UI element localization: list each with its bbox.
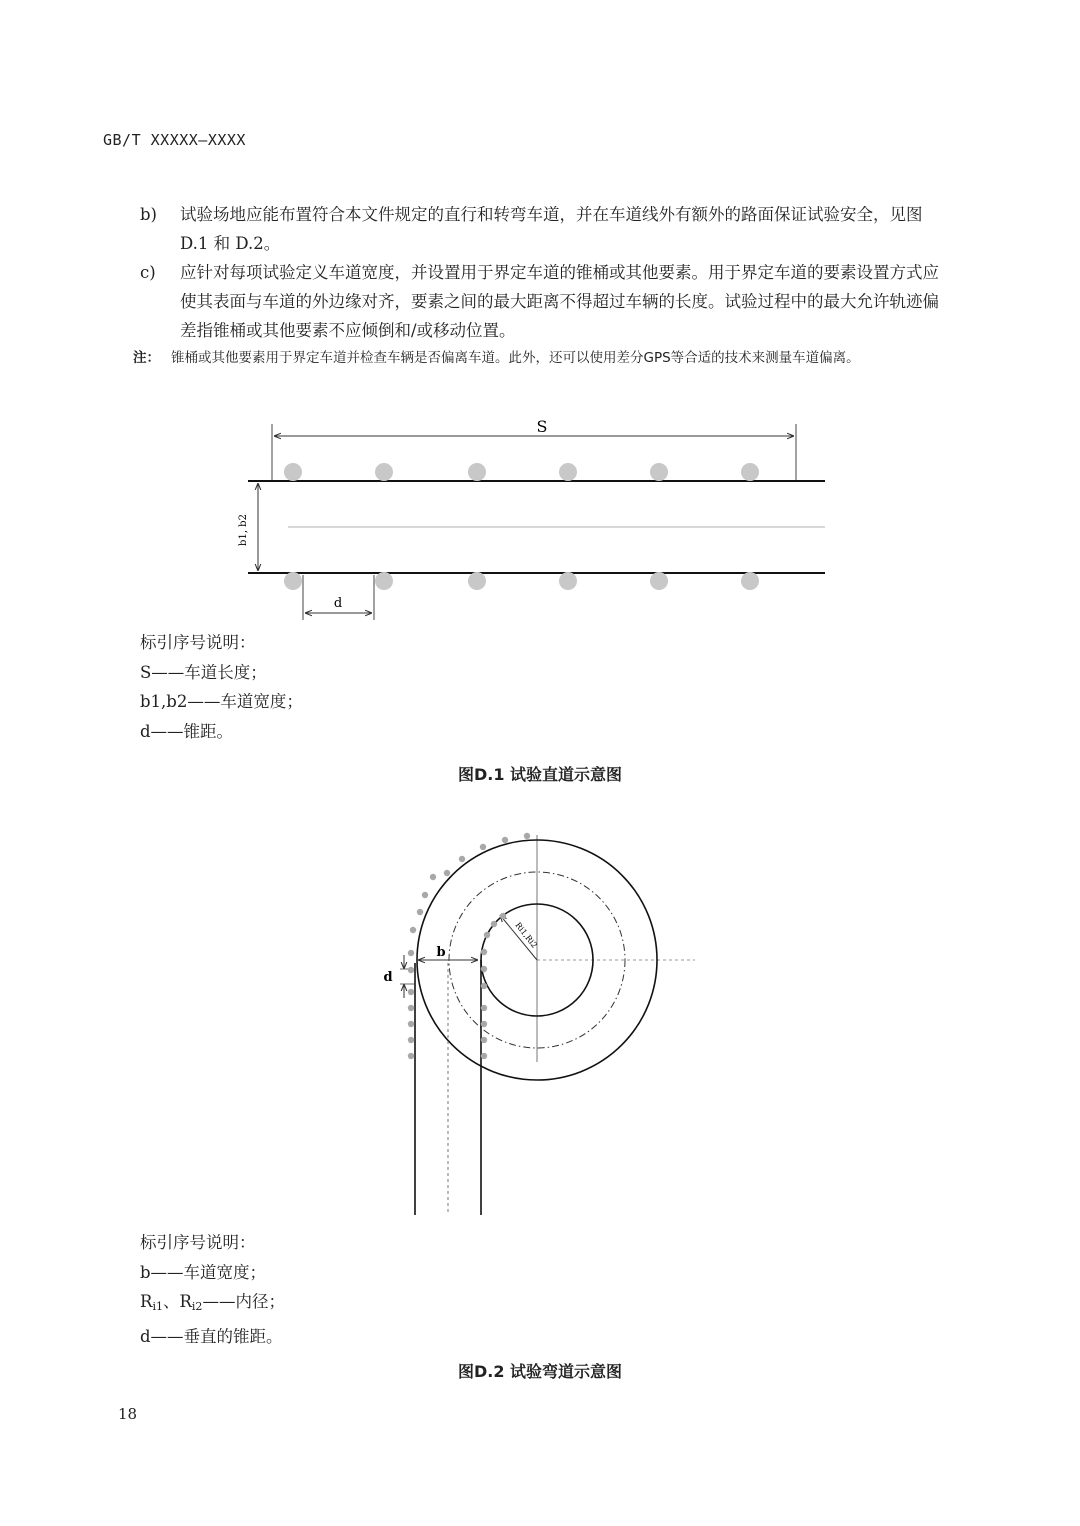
list-item-text: 应针对每项试验定义车道宽度，并设置用于界定车道的锥桶或其他要素。用于界定车道的要素设置方式应使其表面与车道的外边缘对齐，要素之间的最大距离不得超过车辆的长度。试验过程中的最大允许轨迹偏差指锥桶或其他要素不应倾倒和/或移动位置。 xyxy=(180,263,939,340)
cones-bottom xyxy=(284,572,759,590)
spacing-label: d xyxy=(333,596,343,611)
cones-outer xyxy=(408,833,530,1059)
standard-code: GB/T XXXXX—XXXX xyxy=(103,131,246,149)
cone xyxy=(375,572,393,590)
figure1-legend xyxy=(140,628,303,746)
page-number: 18 xyxy=(118,1405,138,1423)
legend-item: S——车道长度； xyxy=(140,662,267,682)
legend-item: $R_{i1}$、$R_{i2}——$内径； xyxy=(140,1292,285,1313)
legend-title: 标引序号说明： xyxy=(140,633,256,652)
legend-title: 标引序号说明： xyxy=(140,1233,256,1252)
list-item-text: 试验场地应能布置符合本文件规定的直行和转弯车道，并在车道线外有额外的路面保证试验安全，见图 D.1 和 D.2。 xyxy=(180,205,923,253)
spacing-label: d xyxy=(383,970,393,985)
cones-inner xyxy=(481,913,506,1059)
figure2-caption: 图D.2 试验弯道示意图 xyxy=(457,1362,623,1381)
cone xyxy=(741,572,759,590)
cone xyxy=(650,572,668,590)
list-item-label: b) xyxy=(140,205,157,224)
legend-item: b——车道宽度； xyxy=(140,1262,267,1282)
figure1-caption: 图D.1 试验直道示意图 xyxy=(457,765,623,784)
cone xyxy=(559,572,577,590)
cone xyxy=(375,463,393,481)
cone xyxy=(284,572,302,590)
cone xyxy=(284,463,302,481)
legend-item: d——垂直的锥距。 xyxy=(140,1326,283,1346)
straight-lane-diagram xyxy=(238,417,825,620)
cone xyxy=(559,463,577,481)
cone xyxy=(741,463,759,481)
cone xyxy=(468,463,486,481)
width-label: b xyxy=(436,945,446,960)
legend-item: d——锥距。 xyxy=(140,721,234,741)
width-label: b1, b2 xyxy=(238,514,249,546)
length-label: S xyxy=(536,417,548,436)
cone xyxy=(650,463,668,481)
radius-label: Ri1,Ri2 xyxy=(513,920,539,950)
cone xyxy=(468,572,486,590)
note-label: 注： xyxy=(133,350,160,366)
cones-top xyxy=(284,463,759,481)
figure2-legend xyxy=(140,1228,285,1351)
legend-item: b1,b2——车道宽度； xyxy=(140,692,303,711)
curved-lane-diagram xyxy=(383,833,695,1215)
note-text: 锥桶或其他要素用于界定车道并检查车辆是否偏离车道。此外，还可以使用差分GPS等合适的技术来测量车道偏离。 xyxy=(171,350,860,366)
list-item-label: c) xyxy=(140,263,156,282)
